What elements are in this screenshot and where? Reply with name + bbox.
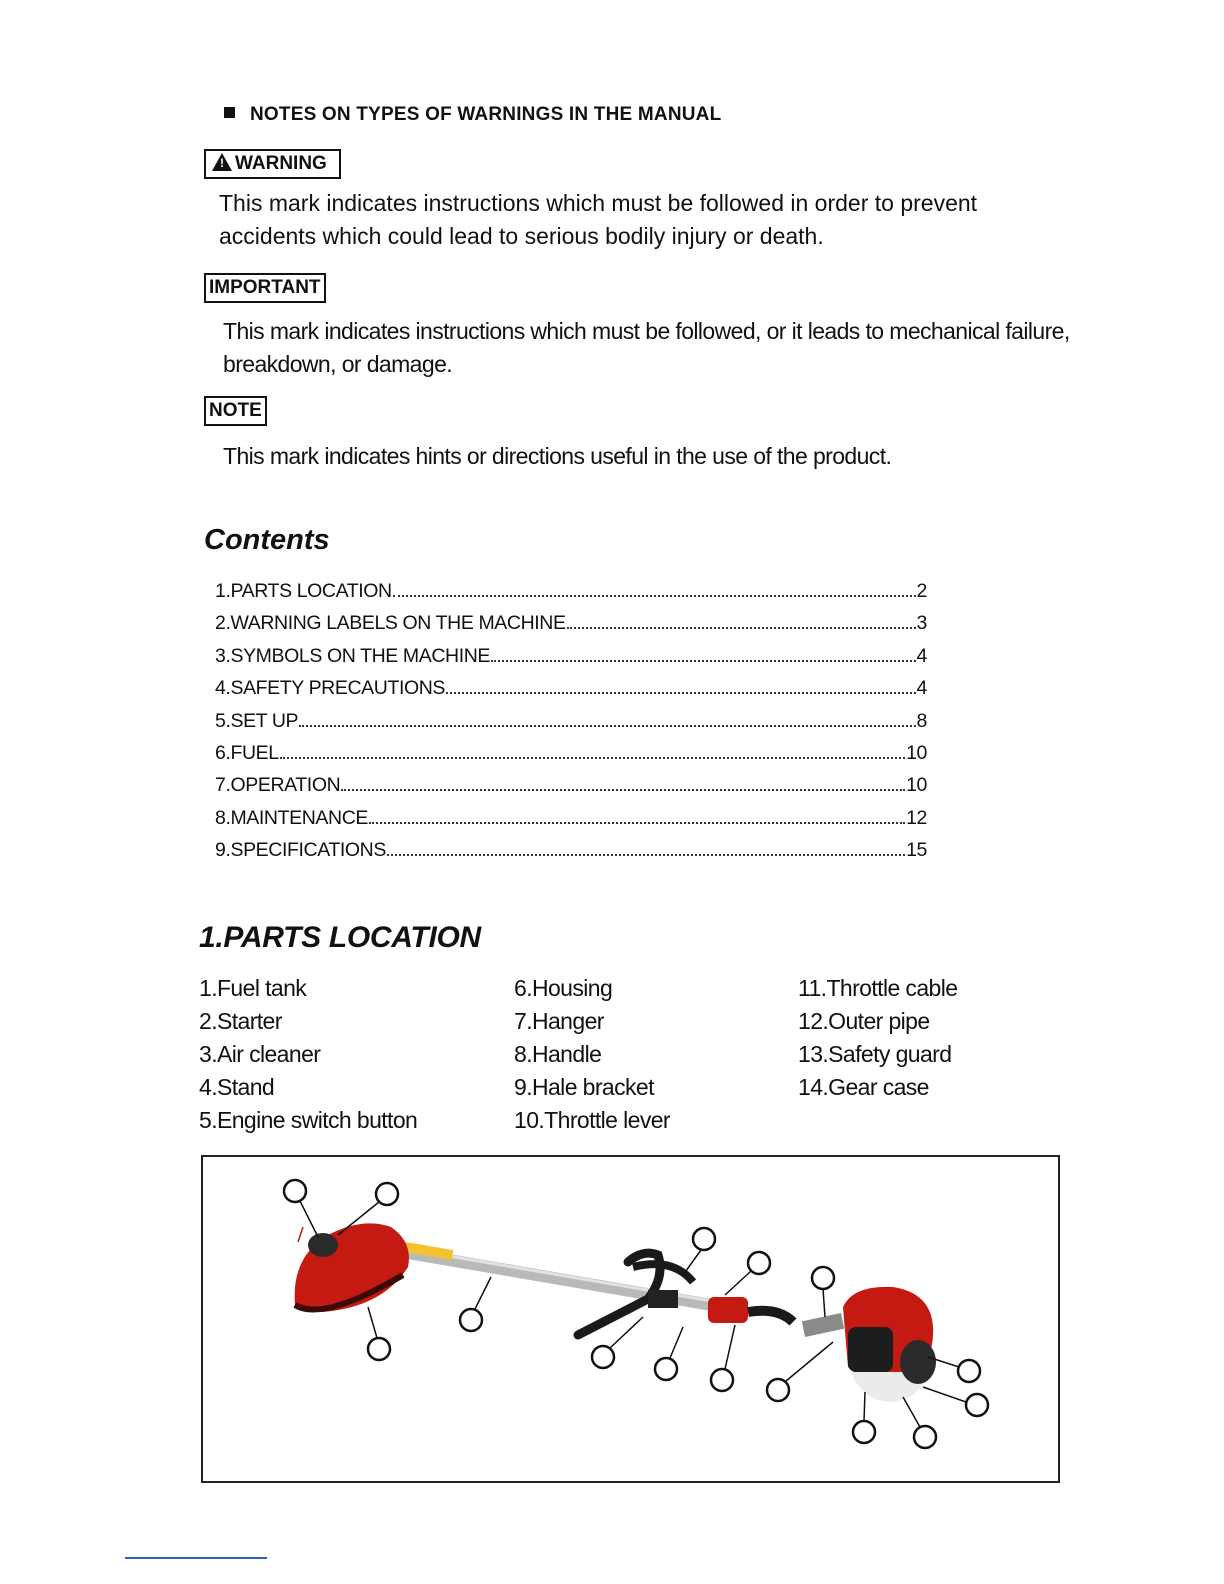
notes-heading: NOTES ON TYPES OF WARNINGS IN THE MANUAL [224,104,721,126]
callout-circle [368,1338,390,1360]
part-item: 11.Throttle cable [798,975,958,1001]
contents-title: Contents [204,524,330,556]
part-item: 9.Hale bracket [514,1074,654,1100]
toc-entry-page: 3 [916,612,927,635]
important-tag: IMPORTANT [204,273,326,303]
part-item: 13.Safety guard [798,1041,952,1067]
toc-entry[interactable] [215,807,927,839]
part-item: 14.Gear case [798,1074,929,1100]
callout-circle [812,1267,834,1289]
toc-entry-label: 9.SPECIFICATIONS [215,839,386,862]
toc-entry[interactable] [215,839,927,871]
callout-circle [958,1360,980,1382]
part-item: 2.Starter [199,1008,282,1034]
air-cleaner-shape [848,1327,893,1372]
part-item: 1.Fuel tank [199,975,307,1001]
brush-cutter-illustration [203,1157,1062,1485]
part-item: 10.Throttle lever [514,1107,670,1133]
callout-circle [460,1309,482,1331]
square-bullet-icon [224,107,235,118]
toc-entry-page: 10 [906,741,927,764]
toc-entry-page: 12 [906,806,927,829]
throttle-grip-shape [748,1311,793,1322]
toc-entry[interactable] [215,742,927,774]
warning-description: This mark indicates instructions which must be followed in order to prevent accidents which could lead to serious bodily injury or death. [219,190,978,249]
parts-diagram-figure [201,1155,1060,1483]
part-item: 6.Housing [514,975,613,1001]
note-description: This mark indicates hints or directions useful in the use of the product. [223,443,892,469]
warning-tag: !WARNING [204,149,341,179]
part-item: 12.Outer pipe [798,1008,930,1034]
toc-entry-label: 1.PARTS LOCATION [215,580,392,602]
hale-bracket-shape [648,1290,678,1308]
part-item: 5.Engine switch button [199,1107,418,1133]
cutting-line [298,1227,303,1242]
starter-shape [900,1340,936,1384]
parts-list-column-2 [514,972,670,1137]
gear-case-shape [308,1233,338,1257]
toc-leader [491,660,916,662]
toc-leader [280,757,905,759]
callout-circle [376,1183,398,1205]
callout-circle [284,1180,306,1202]
toc-entry-page: 4 [916,644,927,667]
toc-entry-page: 4 [916,677,927,700]
toc-leader [446,692,916,694]
toc-entry-label: 7.OPERATION [215,774,341,797]
part-item: 4.Stand [199,1074,275,1100]
callout-circle [914,1426,936,1448]
part-item: 7.Hanger [514,1008,604,1034]
callout-circle [693,1228,715,1250]
toc-entry[interactable] [215,774,927,806]
toc-entry[interactable] [215,645,927,677]
toc-leader [341,789,905,791]
callout-circle [711,1369,733,1391]
important-description: This mark indicates instructions which must be followed, or it leads to mechanical failure, breakdown, or damage. [223,318,1070,377]
toc-entry-label: 3.SYMBOLS ON THE MACHINE [215,644,491,667]
warning-triangle-icon [212,153,232,171]
callout-circle [853,1421,875,1443]
toc-entry-label: 4.SAFETY PRECAUTIONS [215,677,446,700]
toc-entry-label: 2.WARNING LABELS ON THE MACHINE [215,612,566,635]
toc-leader [369,822,905,824]
toc-entry-label: 8.MAINTENANCE [215,806,368,829]
toc-entry-page: 15 [906,839,927,862]
toc-entry-page: 2 [916,580,927,602]
toc-entry[interactable] [215,677,927,709]
table-of-contents [215,580,927,872]
note-tag: NOTE [204,396,267,426]
callout-circle [655,1358,677,1380]
toc-entry-page: 10 [906,774,927,797]
toc-entry-label: 6.FUEL [215,741,279,764]
toc-leader [387,854,905,856]
callout-circle [592,1346,614,1368]
parts-location-title: 1.PARTS LOCATION [199,921,481,954]
callout-circle [748,1252,770,1274]
toc-leader [393,595,916,597]
toc-entry-label: 5.SET UP [215,709,299,732]
toc-entry[interactable] [215,612,927,644]
callout-circle [966,1394,988,1416]
toc-leader [567,627,916,629]
hanger-shape [802,1313,844,1337]
toc-leader [299,725,915,727]
toc-entry[interactable] [215,710,927,742]
part-item: 8.Handle [514,1041,602,1067]
toc-entry-page: 8 [916,709,927,732]
toc-entry[interactable] [215,580,927,612]
callout-circle [767,1379,789,1401]
parts-list-column-1 [199,972,417,1137]
throttle-lever-shape [708,1297,748,1323]
part-item: 3.Air cleaner [199,1041,321,1067]
parts-list-column-3 [798,972,957,1104]
footer-link-underline [125,1557,267,1559]
